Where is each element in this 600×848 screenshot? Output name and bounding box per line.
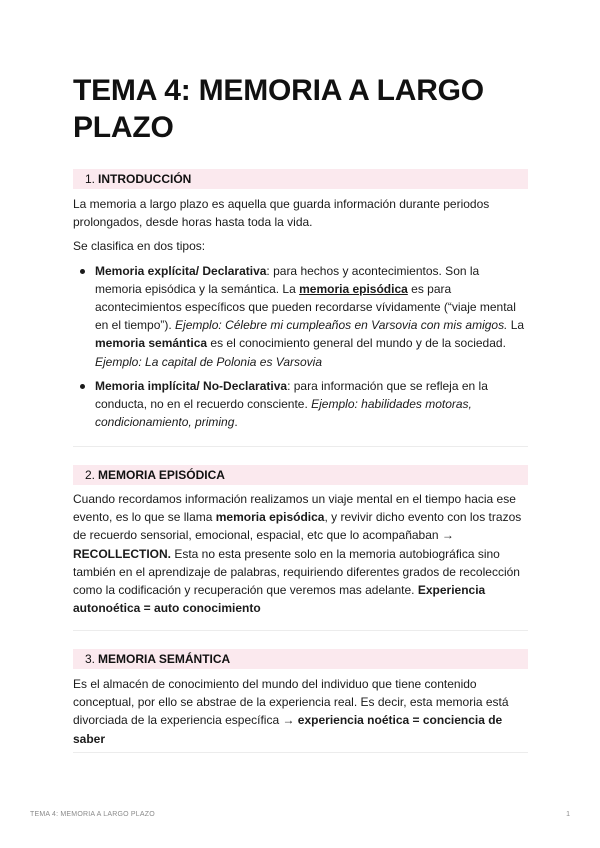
section-number: 1. — [84, 172, 95, 186]
section-heading-introduccion — [73, 169, 528, 189]
text-run: : para información que se refleja en la conducta, no en el recuerdo consciente. — [95, 378, 488, 412]
text-run: Esta no esta presente solo en la memoria autobiográfica sino también en el aprendizaje de palabras, requiriendo diferentes grados de recolección como la codificación y recuperación que veremos mas adelante. — [73, 546, 520, 598]
term-memoria-episodica: memoria episódica — [215, 510, 325, 525]
page-title: TEMA 4: MEMORIA A LARGO PLAZO — [73, 74, 484, 144]
semantica-body — [73, 675, 528, 748]
text-run: es el conocimiento general del mundo y de la sociedad. — [207, 336, 506, 351]
section-number: 2. — [84, 468, 95, 482]
example-episodica: Ejemplo: Célebre mi cumpleaños en Varsovia con mis amigos. — [175, 318, 508, 333]
term-explicita: Memoria explícita/ Declarativa — [95, 263, 267, 278]
footer-title: TEMA 4: MEMORIA A LARGO PLAZO — [30, 811, 155, 818]
section-title: MEMORIA SEMÁNTICA — [98, 652, 231, 666]
types-list — [73, 262, 528, 432]
term-episodica: memoria episódica — [299, 281, 408, 296]
introduccion-body — [73, 195, 528, 431]
section-title: MEMORIA EPISÓDICA — [98, 468, 225, 482]
list-item — [73, 377, 528, 432]
divider — [73, 446, 528, 447]
text-run: Cuando recordamos información realizamos un viaje mental en el tiempo hacia ese evento, es lo que se llama — [73, 492, 516, 525]
section-heading-episodica — [73, 465, 528, 485]
divider — [73, 752, 528, 753]
term-noetica: experiencia noética = conciencia de saber — [73, 713, 503, 746]
section-number: 3. — [84, 652, 95, 666]
text-run: , y revivir dicho evento con los trazos de recuerdo sensorial, emocional, espacial, etc que lo acompañaban → — [73, 510, 522, 543]
list-item — [73, 262, 528, 371]
term-implicita: Memoria implícita/ No-Declarativa — [95, 378, 288, 393]
text-run: Es el almacén de conocimiento del mundo del individuo que tiene contenido conceptual, por ello se abstrae de la experiencia real. Es decir, esta memoria está divorciada de la experiencia específica → — [73, 677, 509, 728]
text-run: La — [507, 318, 525, 333]
episodica-paragraph — [73, 490, 528, 617]
term-recollection: RECOLLECTION. — [73, 546, 171, 561]
text-run: es para acontecimientos específicos que pueden recordarse vívidamente (“viaje mental en el tiempo”). — [95, 281, 516, 333]
page-number: 1 — [566, 811, 570, 818]
example-implicita: Ejemplo: habilidades motoras, condicionamiento, priming — [95, 397, 472, 430]
intro-paragraph: La memoria a largo plazo es aquella que guarda información durante periodos prolongados, desde horas hasta toda la vida. — [73, 197, 490, 230]
types-paragraph: Se clasifica en dos tipos: — [73, 239, 206, 254]
section-heading-semantica — [73, 649, 528, 669]
term-autonoetica: Experiencia autonoética = auto conocimiento — [73, 583, 486, 616]
example-semantica: Ejemplo: La capital de Polonia es Varsovia — [95, 354, 323, 369]
text-run: . — [234, 415, 238, 430]
semantica-paragraph — [73, 675, 528, 748]
episodica-body — [73, 490, 528, 617]
term-semantica: memoria semántica — [95, 336, 208, 351]
section-title: INTRODUCCIÓN — [98, 172, 192, 186]
text-run: : para hechos y acontecimientos. Son la memoria episódica y la semántica. La — [95, 263, 480, 296]
divider — [73, 630, 528, 631]
